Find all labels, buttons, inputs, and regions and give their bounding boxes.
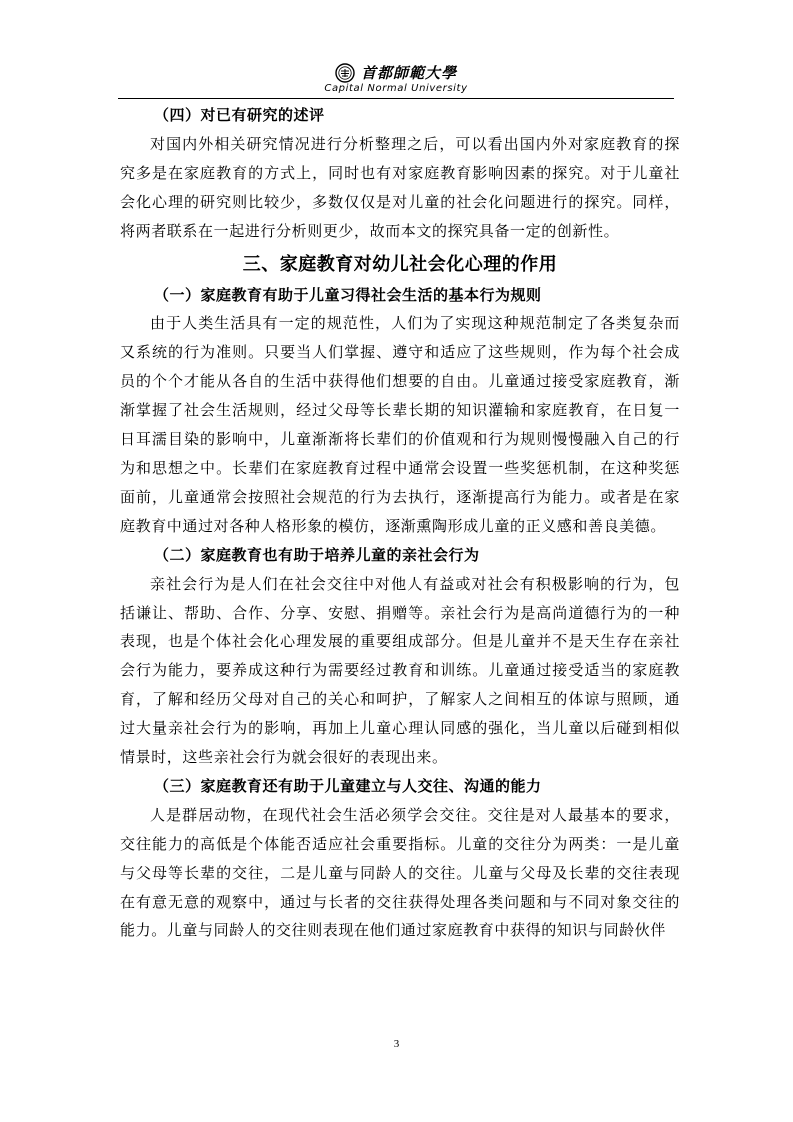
section-heading: 三、家庭教育对幼儿社会化心理的作用 bbox=[242, 253, 558, 275]
subheading-behavior-rules: （一）家庭教育有助于儿童习得社会生活的基本行为规则 bbox=[154, 285, 542, 304]
university-name-english: Capital Normal University bbox=[324, 83, 468, 94]
page-header bbox=[118, 58, 674, 99]
subheading-prosocial: （二）家庭教育也有助于培养儿童的亲社会行为 bbox=[154, 545, 480, 564]
university-name-chinese: 首都師範大學 bbox=[360, 64, 457, 82]
university-logo bbox=[118, 62, 674, 83]
paragraph-review: 对国内外相关研究情况进行分析整理之后，可以看出国内外对家庭教育的探究多是在家庭教育的方式上，同时也有对家庭教育影响因素的探究。对于儿童社会化心理的研究则比较少，多数仅仅是对儿童的社会化问题进行的探究。同样，将两者联系在一起进行分析则更少，故而本文的探究具备一定的创新性。 bbox=[120, 134, 680, 240]
paragraph-behavior-rules: 由于人类生活具有一定的规范性，人们为了实现这种规范制定了各类复杂而又系统的行为准则。只要当人们掌握、遵守和适应了这些规则，作为每个社会成员的个个才能从各自的生活中获得他们想要的自由。儿童通过接受家庭教育，渐渐掌握了社会生活规则，经过父母等长辈长期的知识灌输和家庭教育，在日复一日耳濡目染的影响中，儿童渐渐将长辈们的价值观和行为规则慢慢融入自己的行为和思想之中。长辈们在家庭教育过程中通常会设置一些奖惩机制，在这种奖惩面前，儿童通常会按照社会规范的行为去执行，逐渐提高行为能力。或者是在家庭教育中通过对各种人格形象的模仿，逐渐熏陶形成儿童的正义感和善良美德。 bbox=[120, 314, 680, 535]
university-seal-icon bbox=[335, 63, 355, 83]
paragraph-prosocial: 亲社会行为是人们在社会交往中对他人有益或对社会有积极影响的行为，包括谦让、帮助、合作、分享、安慰、捐赠等。亲社会行为是高尚道德行为的一种表现，也是个体社会化心理发展的重要组成部分。但是儿童并不是天生存在亲社会行为能力，要养成这种行为需要经过教育和训练。儿童通过接受适当的家庭教育，了解和经历父母对自己的关心和呵护，了解家人之间相互的体谅与照顾，通过大量亲社会行为的影响，再加上儿童心理认同感的强化，当儿童以后碰到相似情景时，这些亲社会行为就会很好的表现出来。 bbox=[120, 574, 680, 767]
subheading-review: （四）对已有研究的述评 bbox=[154, 106, 325, 124]
paragraph-communication: 人是群居动物，在现代社会生活必须学会交往。交往是对人最基本的要求，交往能力的高低是个体能否适应社会重要指标。儿童的交往分为两类：一是儿童与父母等长辈的交往，二是儿童与同龄人的交往。儿童与父母及长辈的交往表现在有意无意的观察中，通过与长者的交往获得处理各类问题和与不同对象交往的能力。儿童与同龄人的交往则表现在他们通过家庭教育中获得的知识与同龄伙伴 bbox=[120, 805, 680, 940]
subheading-communication: （三）家庭教育还有助于儿童建立与人交往、沟通的能力 bbox=[154, 776, 542, 795]
page-number: 3 bbox=[393, 1038, 400, 1050]
document-body bbox=[120, 101, 680, 945]
